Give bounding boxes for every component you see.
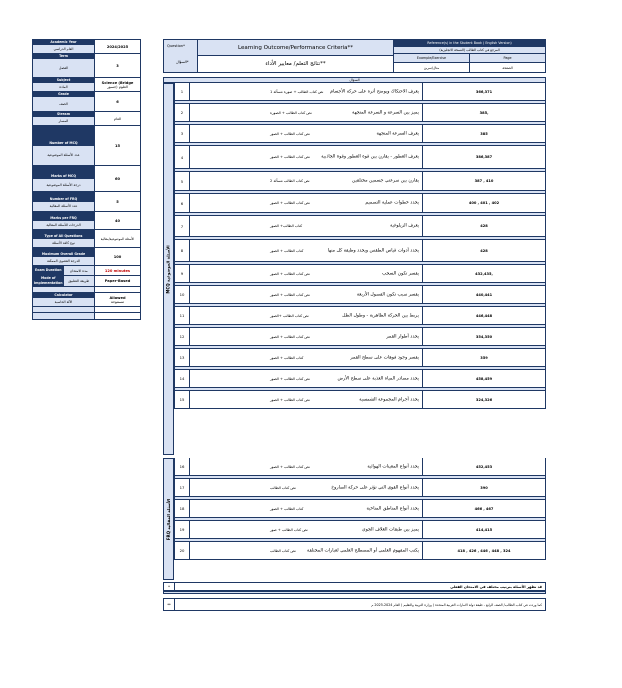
question-number: 6 — [175, 194, 190, 212]
learning-outcome-text: يعرف السرعة المتجهة — [376, 131, 419, 136]
example-text: نص كتاب الطالب + الصور — [270, 397, 310, 402]
frq-count-label-ar: عدد الأسئلة المقالية — [33, 202, 94, 212]
learning-outcome-cell — [190, 328, 423, 345]
example-text: نص كتاب الطالب + الصور — [270, 334, 310, 339]
frq-count-value: 5 — [95, 192, 140, 211]
question-type-value: الأسئلة الموضوعية/مقالية — [95, 230, 140, 247]
subject-value-ar: العلوم (جسور — [107, 84, 128, 89]
footer-note-1-text: قد تظهر الأسئلة بترتيب مختلف في الامتحان الفعلي — [450, 584, 542, 589]
reference-label-ar: المرجع في كتاب الطالب (النسخة الانجليزية) — [394, 47, 545, 54]
example-label: Example/Exercise — [394, 54, 470, 62]
table-row — [174, 458, 546, 476]
learning-outcome-text: يعرف الزيلوغية — [390, 223, 419, 229]
footer-spacer — [163, 591, 546, 594]
question-number: 15 — [175, 391, 190, 408]
page-reference: 324,326 — [423, 391, 545, 408]
learning-outcome-cell — [190, 194, 423, 212]
learning-outcome-label: Learning Outcome/Performance Criteria** — [198, 40, 393, 56]
learning-outcome-header — [198, 40, 394, 72]
table-row — [174, 286, 546, 304]
grade-label: Grade — [33, 92, 94, 97]
footer-note-1-mark: * — [164, 583, 175, 590]
question-number: 8 — [175, 240, 190, 261]
mcq-count-value: 15 — [95, 126, 140, 165]
grade-row — [33, 92, 140, 112]
mcq-marks-label-ar: درجة الأسئلة الموضوعية — [33, 179, 94, 192]
table-row — [174, 216, 546, 237]
reference-header — [394, 40, 545, 72]
table-row — [174, 542, 546, 560]
learning-outcome-cell — [190, 500, 423, 517]
calculator-label: Calculator — [33, 293, 94, 298]
question-number: 3 — [175, 125, 190, 142]
example-text: نص كتاب الطالب + الصور — [270, 155, 310, 159]
calculator-label-ar: الآلة الحاسبة — [33, 298, 94, 306]
example-text: نص كتاب الطالب +الصور — [270, 313, 309, 318]
learning-outcome-cell — [190, 458, 423, 475]
learning-outcome-cell — [190, 479, 423, 496]
learning-outcome-text: يكتب المفهوم العلمي أو المصطلح العلمي لعبارات المختلفة — [307, 548, 419, 553]
duration-label-ar: مدة الامتحان — [64, 266, 95, 275]
learning-outcome-label-ar: نتائج التعلم/ معايير الأداء** — [198, 56, 393, 72]
page-reference: 414,415 — [423, 521, 545, 538]
learning-outcome-cell — [190, 265, 423, 282]
question-number: 5 — [175, 172, 190, 190]
learning-outcome-cell — [190, 521, 423, 538]
stream-label: Stream — [33, 112, 94, 117]
table-row — [174, 125, 546, 143]
question-number: 17 — [175, 479, 190, 496]
example-text: كتاب الطالب + الصور — [270, 248, 304, 253]
page-reference: 428 — [423, 240, 545, 261]
learning-outcome-text: يعرف الاحتكاك ويوضح أثره على حركة الأجسام — [330, 89, 419, 94]
learning-outcome-cell — [190, 307, 423, 324]
page-reference: 359 — [423, 349, 545, 366]
question-number: 12 — [175, 328, 190, 345]
mcq-marks-value: 60 — [95, 166, 140, 191]
page-reference: 386,387 — [423, 146, 545, 168]
table-row — [174, 370, 546, 388]
frq-count-row — [33, 192, 140, 212]
exam-info-panel — [32, 39, 141, 320]
example-text: نص كتاب الطالب + الصور — [270, 464, 310, 469]
mode-row — [33, 276, 140, 287]
learning-outcome-cell — [190, 542, 423, 559]
learning-outcome-text: يحدد أنواع المعينات الهوائية — [367, 464, 419, 469]
example-text: نص كتاب الطالب + الصور — [270, 131, 310, 136]
question-type-label-ar: نوع كافة الأسئلة — [33, 239, 94, 248]
table-row — [174, 146, 546, 169]
mode-label-ar: طريقة التطبيق — [64, 276, 95, 286]
table-header — [163, 39, 546, 73]
frq-marks-value: 40 — [95, 212, 140, 229]
page-reference: 385 — [423, 125, 545, 142]
mcq-section-label — [163, 83, 174, 455]
frq-marks-label: Marks per FRQ — [33, 212, 94, 221]
mcq-marks-label: Marks of MCQ — [33, 166, 94, 179]
learning-outcome-cell — [190, 83, 423, 100]
learning-outcome-text: يحدد أطوار القمر — [386, 334, 419, 339]
term-row — [33, 54, 140, 78]
spacer-row — [33, 313, 140, 319]
stream-value: العام — [95, 112, 140, 125]
stream-row — [33, 112, 140, 126]
learning-outcome-cell — [190, 125, 423, 142]
learning-outcome-cell — [190, 146, 423, 168]
page-reference: 428 — [423, 216, 545, 236]
max-grade-row — [33, 248, 140, 266]
learning-outcome-text: يفسر وجود فوهات على سطح القمر — [350, 355, 419, 360]
page-reference: 387 , 410 — [423, 172, 545, 190]
example-text: نص كتاب الطالب + صورة مسألة 1 — [270, 89, 324, 94]
question-number: 4 — [175, 146, 190, 168]
grade-value: 6 — [95, 92, 140, 111]
max-grade-value: 100 — [95, 248, 140, 265]
table-row — [174, 521, 546, 539]
page-reference: 466 , 467 — [423, 500, 545, 517]
question-number: 2 — [175, 104, 190, 121]
calculator-row — [33, 293, 140, 307]
mode-value: Paper-Based — [95, 276, 140, 286]
example-text: كتاب الطالب + الصور — [270, 506, 304, 511]
subject-label-ar: المادة — [33, 83, 94, 91]
calculator-value-ar: مسموحة — [110, 299, 125, 304]
example-text: نص كتاب الطالب + الصور — [270, 271, 310, 276]
mcq-count-label-ar: عدد الأسئلة الموضوعية — [33, 146, 94, 166]
learning-outcome-text: يحدد مصادر المياه العذبة على سطح الأرض — [337, 376, 419, 381]
question-number: 14 — [175, 370, 190, 387]
question-number: 18 — [175, 500, 190, 517]
example-text: كتاب الطالب + الصور — [270, 355, 304, 360]
question-number: 16 — [175, 458, 190, 475]
learning-outcome-cell — [190, 172, 423, 190]
academic-year-label-ar: العام الدراسي — [33, 45, 94, 53]
duration-row — [33, 266, 140, 276]
table-row — [174, 265, 546, 283]
page-reference: 458,459 — [423, 370, 545, 387]
academic-year-row — [33, 40, 140, 54]
max-grade-label: Maximum Overall Grade — [33, 248, 94, 257]
table-row — [174, 500, 546, 518]
example-text: نص كتاب الطالب + صور — [270, 527, 308, 532]
footer-note-1 — [163, 582, 546, 591]
example-text: نص كتاب الطالب — [270, 548, 296, 553]
page-reference: 446,448 — [423, 307, 545, 324]
question-number: 13 — [175, 349, 190, 366]
page-reference: 385, — [423, 104, 545, 121]
learning-outcome-text: يحدد أنواع المناطق المناخية — [366, 506, 419, 511]
learning-outcome-cell — [190, 240, 423, 261]
mcq-count-row — [33, 126, 140, 166]
example-label-ar: مثال/تمرين — [394, 63, 470, 72]
table-row — [174, 307, 546, 325]
learning-outcome-cell — [190, 104, 423, 121]
table-row — [174, 83, 546, 101]
question-header-label-ar: السؤال* — [176, 60, 189, 64]
question-number: 1 — [175, 83, 190, 100]
footer-note-2 — [163, 598, 546, 611]
page-reference: 418 , 426 , 446 , 448 , 324 — [423, 542, 545, 559]
learning-outcome-cell — [190, 349, 423, 366]
mcq-section-text: MCQ الأسئلة الموضوعية — [166, 244, 171, 294]
question-number: 9 — [175, 265, 190, 282]
calculator-value: Allowed — [109, 295, 126, 300]
page-reference: 354,350 — [423, 328, 545, 345]
question-header-label: Question* — [167, 44, 185, 48]
frq-count-label: Number of FRQ — [33, 192, 94, 202]
frq-marks-label-ar: الدرجات للأسئلة المقالية — [33, 221, 94, 230]
page-reference: 366,371 — [423, 83, 545, 100]
example-text: نص كتاب الطالب + الصور — [270, 376, 310, 381]
question-number: 19 — [175, 521, 190, 538]
example-text: كتاب الطالب+ الصور — [270, 224, 303, 228]
subject-value: Science (Bridge — [101, 80, 134, 85]
page-reference: 452,453 — [423, 458, 545, 475]
learning-outcome-cell — [190, 286, 423, 303]
table-row — [174, 391, 546, 409]
example-text: نص كتاب الطالب مسألة 2 — [270, 179, 310, 183]
table-row — [174, 328, 546, 346]
footer-note-2-mark: ** — [164, 599, 175, 610]
learning-outcome-text: يفسر سبب تكون الفصول الأربعة — [356, 292, 419, 297]
page-label: Page — [503, 56, 512, 60]
learning-outcome-cell — [190, 216, 423, 236]
learning-outcome-text: يحدد أجرام المجموعة الشمسية — [359, 397, 419, 402]
page-reference: 390 — [423, 479, 545, 496]
table-row — [174, 479, 546, 497]
frq-section-text: FRQ الأسئلة المقالية — [166, 498, 172, 540]
academic-year-value: 2024/2025 — [95, 40, 140, 53]
footer-note-2-text: كما وردت في كتاب الطالب/ الصف الرابع - طبعة دولة الامارات العربية المتحدة ( وزارة التربية والتعليم ) العام 2024-2025 م — [371, 602, 542, 607]
page-label-ar: الصفحة — [502, 65, 513, 70]
term-label-ar: الفصل — [33, 59, 94, 77]
learning-outcome-text: يقارن بين سرعتي جسمين مختلفين — [352, 178, 419, 184]
learning-outcome-text: يعرف العطور - يقارن بين قوة العطور وقوة الجاذبية — [321, 154, 419, 160]
question-type-row — [33, 230, 140, 248]
mcq-count-label: Number of MCQ — [33, 126, 94, 146]
page-reference: 440,441 — [423, 286, 545, 303]
learning-outcome-text: يحدد خطوات عملية التصميم — [365, 200, 419, 206]
question-number: 11 — [175, 307, 190, 324]
example-text: نص كتاب الطالب — [270, 485, 296, 490]
frq-marks-row — [33, 212, 140, 230]
table-row — [174, 172, 546, 191]
reference-label: Reference(s) in the Student Book ( English Version) — [394, 40, 545, 47]
subject-row — [33, 78, 140, 92]
term-label: Term — [33, 54, 94, 59]
learning-outcome-cell — [190, 370, 423, 387]
learning-outcome-cell — [190, 391, 423, 408]
learning-outcome-text: يميز بين السرعة و السرعة المتجهة — [352, 110, 419, 115]
table-row — [174, 104, 546, 122]
learning-outcome-text: يربط بين الحركة الظاهرية - وطول الظل — [342, 313, 419, 318]
max-grade-label-ar: الدرجة القصوى الممكنة — [33, 257, 94, 266]
duration-value: 120 minutes — [95, 266, 140, 275]
question-number: 20 — [175, 542, 190, 559]
question-band: السؤال — [163, 77, 546, 83]
term-value: 3 — [95, 54, 140, 77]
page-reference: 400 , 401 , 402 — [423, 194, 545, 212]
example-text: نص كتاب الطالب + الصور — [270, 292, 310, 297]
frq-section-label — [163, 458, 174, 580]
table-row — [174, 240, 546, 262]
question-number: 7 — [175, 216, 190, 236]
question-type-label: Type of All Questions — [33, 230, 94, 239]
mode-label: Mode of Implementation — [33, 276, 63, 285]
grade-label-ar: الصف — [33, 97, 94, 111]
academic-year-label: Academic Year — [33, 40, 94, 45]
subject-label: Subject — [33, 78, 94, 83]
learning-outcome-text: يحدد أنواع القوى التي تؤثر على حركة الصاروخ — [331, 485, 419, 490]
question-header — [164, 40, 198, 72]
duration-label: Exam Duration — [33, 266, 64, 275]
example-text: نص كتاب الطالب + الصور — [270, 201, 310, 205]
mcq-marks-row — [33, 166, 140, 192]
question-number: 10 — [175, 286, 190, 303]
page-reference: 432,435, — [423, 265, 545, 282]
table-row — [174, 194, 546, 213]
table-row — [174, 349, 546, 367]
stream-label-ar: المسار — [33, 117, 94, 125]
learning-outcome-text: يميز بين طبقات الغلاف الجوي — [362, 527, 419, 532]
learning-outcome-text: يحدد أدوات قياس الطقس ويحدد وظيفة كل منها — [327, 248, 419, 253]
learning-outcome-text: يفسر تكون السحب — [382, 271, 419, 276]
example-text: نص كتاب الطالب + الصورة — [270, 110, 312, 115]
